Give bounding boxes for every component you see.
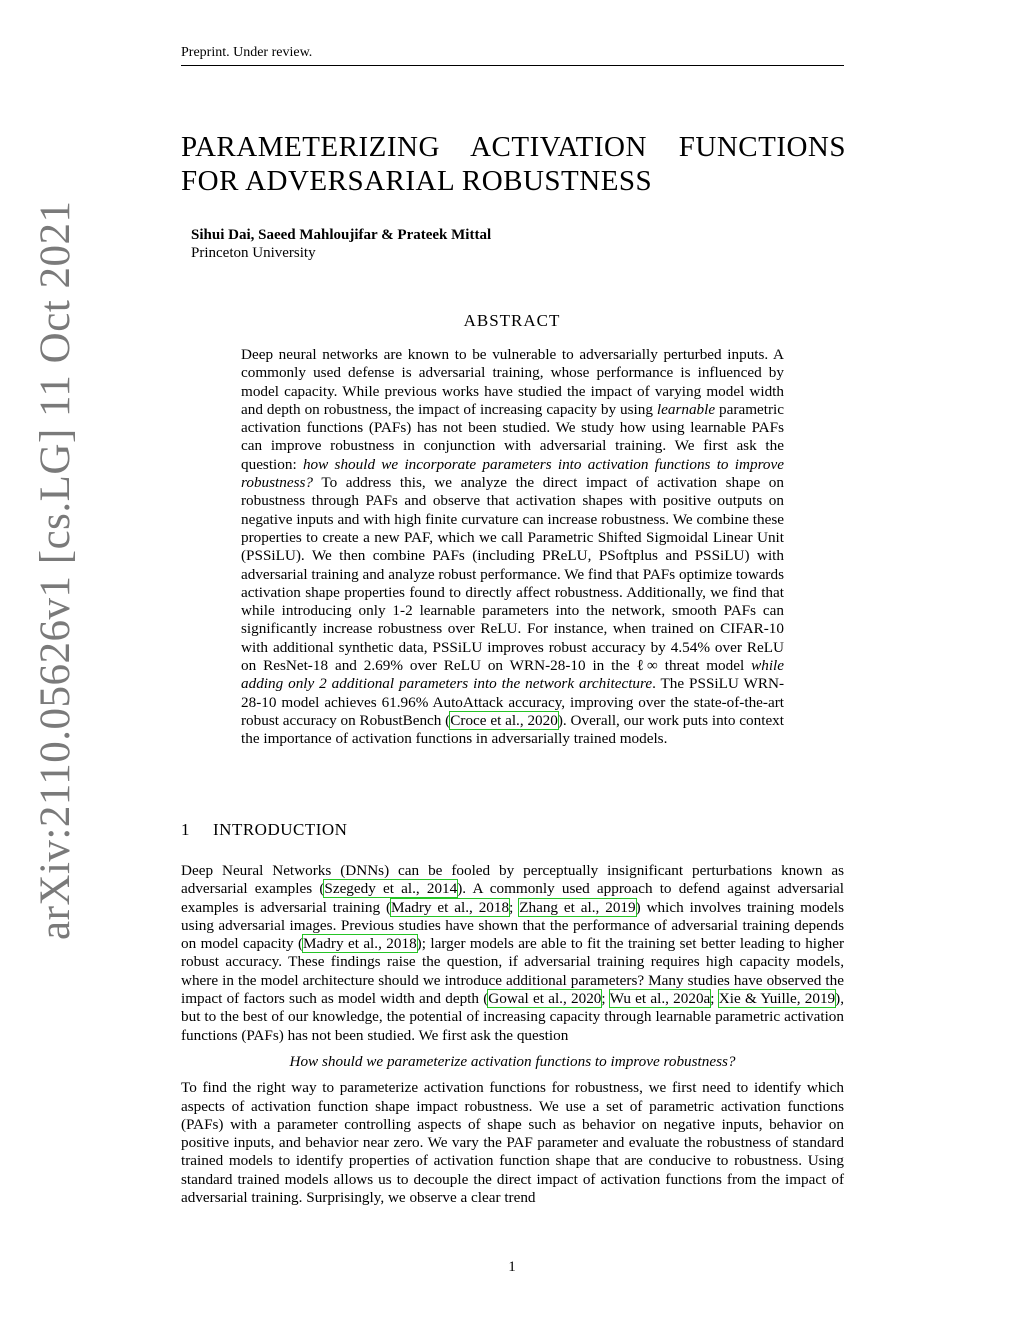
abstract-heading: ABSTRACT [463,311,561,330]
page-number: 1 [508,1259,516,1275]
citation-link[interactable]: Madry et al., 2018 [391,898,510,916]
section-title: INTRODUCTION [213,820,348,839]
intro-paragraph: To find the right way to parameterize activation functions for robustness, we first need to identify which aspects of activation function shape impact robustness. We use a set of parametric activation functions (PAFs) with a parameter controlling aspects of shape such as behavior on negative inputs, behavior on positive inputs, and behavior near zero. We vary the PAF parameter and evaluate the robustness of standard trained models to identify properties of activation function shape that are conducive to robustness. Using standard trained models allows us to decouple the direct impact of activation functions from the impact of adversarial training. Surprisingly, we observe a clear trend [181,1079,844,1207]
citation-link[interactable]: Szegedy et al., 2014 [324,880,458,898]
running-header: Preprint. Under review. [181,44,844,66]
introduction-body [181,862,844,1207]
section-heading [181,820,347,840]
intro-paragraph: Deep Neural Networks (DNNs) can be fooled by perceptually insignificant perturbations known as adversarial examples (Szegedy et al., 2014). A commonly used approach to defend against adversarial examples is adversarial training (Madry et al., 2018; Zhang et al., 2019) which involves training models using adversarial images. Previous studies have shown that the performance of adversarial training depends on model capacity (Madry et al., 2018); larger models are able to fit the training set better leading to higher robust accuracy. These findings raise the question, if adversarial training requires high capacity models, where in the model architecture should we introduce additional parameters? Many studies have observed the impact of factors such as model width and depth (Gowal et al., 2020; Wu et al., 2020a; Xie & Yuille, 2019), but to the best of our knowledge, the potential of increasing capacity through learnable parametric activation functions (PAFs) has not been studied. We first ask the question [181,862,845,1044]
abstract-body: Deep neural networks are known to be vulnerable to adversarially perturbed inputs. A commonly used defense is adversarial training, whose performance is influenced by model capacity. While previous works have studied the impact of varying model width and depth on robustness, the impact of increasing capacity by using learnable parametric activation functions (PAFs) has not been studied. We study how using learnable PAFs can improve robustness in conjunction with adversarial training. We first ask the question: how should we incorporate parameters into activation functions to improve robustness? To address this, we analyze the direct impact of activation shape on robustness through PAFs and observe that activation shapes with positive outputs on negative inputs and with high finite curvature can increase robustness. We combine these properties to create a new PAF, which we call Parametric Shifted Sigmoidal Linear Unit (PSSiLU). We then combine PAFs (including PReLU, PSoftplus and PSSiLU) with adversarial training and analyze robust performance. We find that PAFs optimize towards activation shape properties found to directly affect robustness. Additionally, we find that while introducing only 1-2 learnable parameters into the network, smooth PAFs can significantly increase robustness over ReLU. For instance, when trained on CIFAR-10 with additional synthetic data, PSSiLU improves robust accuracy by 4.54% over ReLU on ResNet-18 and 2.69% over ReLU on WRN-28-10 in the ℓ∞ threat model while adding only 2 additional parameters into the network architecture. The PSSiLU WRN-28-10 model achieves 61.96% AutoAttack accuracy, improving over the state-of-the-art robust accuracy on RobustBench (Croce et al., 2020). Overall, our work puts into context the importance of activation functions in adversarially trained models. [241,346,785,748]
author-list: Sihui Dai, Saeed Mahloujifar & Prateek Mittal [191,227,492,243]
section-number: 1 [181,820,190,839]
citation-link[interactable]: Gowal et al., 2020 [488,990,602,1008]
paper-title: PARAMETERIZING ACTIVATION FUNCTIONS FOR ADVERSARIAL ROBUSTNESS [181,131,846,197]
citation-link[interactable]: Madry et al., 2018 [303,935,417,953]
citation-link[interactable]: Xie & Yuille, 2019 [718,990,836,1008]
arxiv-identifier: arXiv:2110.05626v1 [cs.LG] 11 Oct 2021 [32,200,79,940]
citation-link[interactable]: Zhang et al., 2019 [519,898,636,916]
affiliation: Princeton University [191,245,316,261]
research-question: How should we parameterize activation functions to improve robustness? [289,1052,736,1070]
citation-link[interactable]: Wu et al., 2020a [609,990,711,1008]
citation-link[interactable]: Croce et al., 2020 [450,711,558,729]
